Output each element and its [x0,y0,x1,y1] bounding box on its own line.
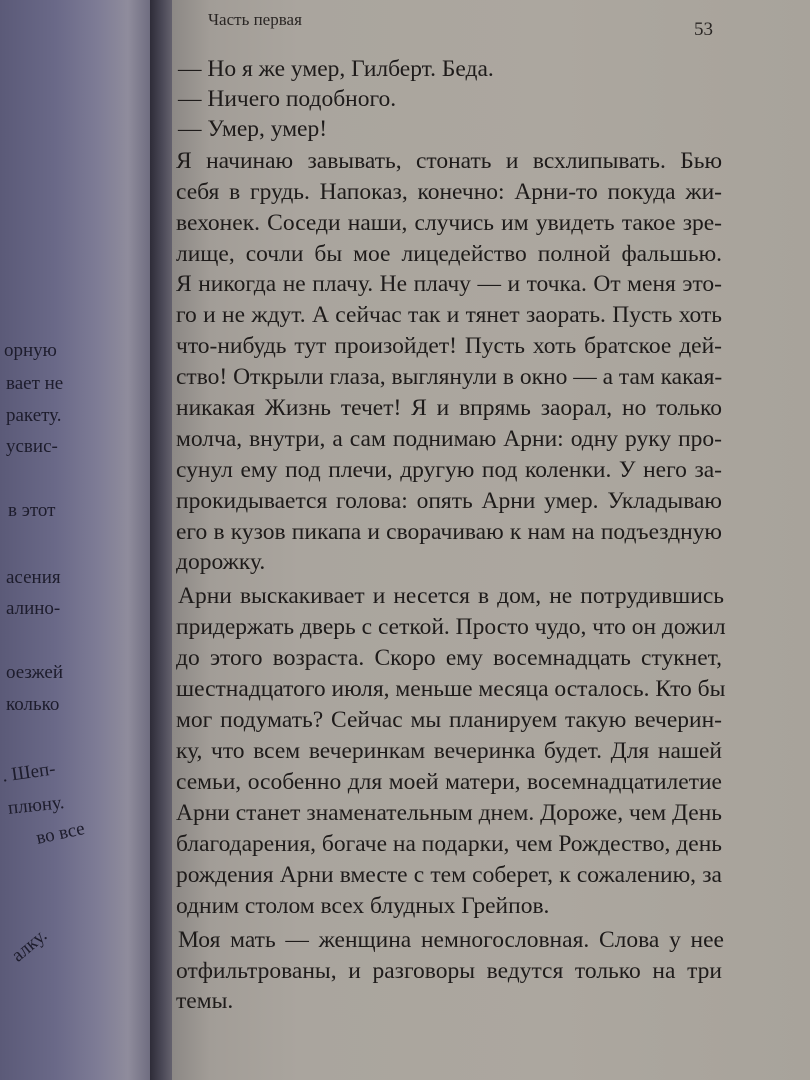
left-page-fragment: усвис- [6,436,58,457]
page-number: 53 [694,19,713,40]
left-page-fragment: асения [6,567,61,588]
left-page [0,0,160,1080]
text-line: ство! Открыли глаза, выглянули в окно — а там какая- [176,364,723,390]
text-line: — Умер, умер! [178,116,328,142]
left-page-fragment: алино- [6,598,61,619]
text-line: го и не ждут. А сейчас так и тянет заорать. Пусть хоть [176,302,722,328]
text-line: придержать дверь с сеткой. Просто чудо, что он дожил [176,614,726,640]
text-line: — Но я же умер, Гилберт. Беда. [178,56,494,82]
left-page-fragment: колько [6,694,60,715]
text-line: — Ничего подобного. [178,86,397,112]
text-line: сунул ему под плечи, другую под коленки. У него за- [176,457,722,483]
text-line: семьи, особенно для моей матери, восемнадцатилетие [176,769,722,795]
text-line: отфильтрованы, и разговоры ведутся только на три [176,958,722,984]
left-page-fragment: ракету. [6,405,62,426]
text-line: ку, что всем вечеринкам вечеринка будет. Для нашей [176,738,722,764]
text-line: прокидывается голова: опять Арни умер. Укладываю [176,488,722,514]
left-page-fragment: . Шеп- [0,758,57,787]
text-line: одним столом всех блудных Грейпов. [176,893,550,919]
text-line: его в кузов пикапа и сворачиваю к нам на подъездную [176,519,722,545]
left-page-fragment: плюну. [7,792,66,819]
left-page-fragment: орную [4,340,57,361]
text-line: себя в грудь. Напоказ, конечно: Арни-то покуда жи- [176,179,722,205]
running-head: Часть первая [208,10,302,29]
text-line: дорожку. [176,549,266,575]
text-line: мог подумать? Сейчас мы планируем такую вечерин- [176,707,722,733]
left-page-fragment: оезжей [6,662,64,683]
text-line: Я начинаю завывать, стонать и всхлипывать. Бью [176,148,722,174]
text-line: Арни выскакивает и несется в дом, не потрудившись [178,583,724,609]
text-line: рождения Арни вместе с тем соберет, к сожалению, за [176,862,722,888]
text-line: лище, сочли бы мое лицедейство полной фальшью. [176,241,722,267]
left-page-fragment: алку. [7,924,52,967]
text-line: вехонек. Соседи наши, случись им увидеть такое зре- [176,210,722,236]
text-line: до этого возраста. Скоро ему восемнадцать стукнет, [176,645,722,671]
text-line: Моя мать — женщина немногословная. Слова у нее [178,927,724,953]
left-page-fragment: вает не [6,373,64,394]
text-line: что-нибудь тут произойдет! Пусть хоть братское дей- [176,333,722,359]
text-line: молча, внутри, а сам поднимаю Арни: одну руку про- [176,426,722,452]
left-page-fragment: во все [34,818,87,849]
text-line: никакая Жизнь течет! Я и впрямь заорал, но только [176,395,722,421]
text-line: Я никогда не плачу. Не плачу — и точка. От меня это- [176,271,722,297]
text-line: темы. [176,988,234,1014]
text-line: шестнадцатого июля, меньше месяца осталось. Кто бы [176,676,726,702]
text-line: Арни станет знаменательным днем. Дороже, чем День [176,800,722,826]
left-page-fragment: в этот [8,500,56,521]
text-line: благодарения, богаче на подарки, чем Рождество, день [176,831,722,857]
